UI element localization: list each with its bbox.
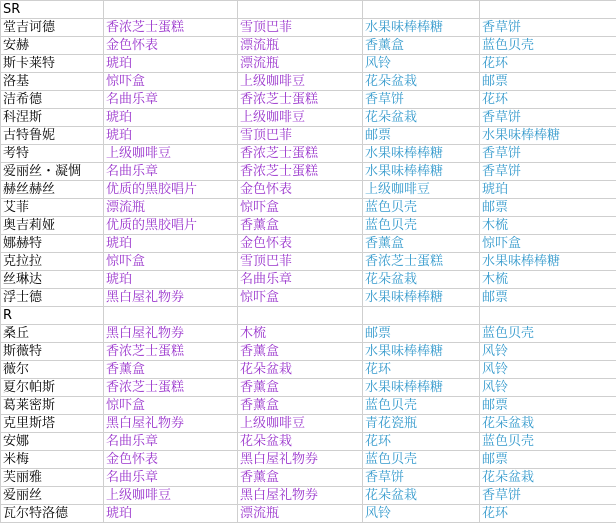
gift-cell[interactable]: 木梳 [238, 325, 363, 343]
gift-cell[interactable]: 水果味棒棒糖 [363, 163, 480, 181]
gift-cell[interactable]: 蓝色贝壳 [480, 433, 616, 451]
section-header-row [1, 1, 616, 19]
gift-cell[interactable]: 漂流瓶 [238, 505, 363, 523]
sheet-body [1, 1, 616, 523]
character-name-cell[interactable]: 艾菲 [1, 199, 104, 217]
gift-cell[interactable]: 邮票 [480, 451, 616, 469]
section-header-row [1, 307, 616, 325]
gift-cell[interactable]: 上级咖啡豆 [104, 145, 238, 163]
gift-cell[interactable]: 花朵盆栽 [238, 433, 363, 451]
gift-cell[interactable] [238, 307, 363, 325]
gift-cell[interactable]: 名曲乐章 [104, 433, 238, 451]
gift-cell[interactable] [363, 1, 480, 19]
gift-cell[interactable]: 琥珀 [104, 505, 238, 523]
gift-cell[interactable]: 惊吓盒 [480, 235, 616, 253]
character-name-cell[interactable]: 桑丘 [1, 325, 104, 343]
character-name-cell[interactable]: 克拉拉 [1, 253, 104, 271]
table-row [1, 235, 616, 253]
gift-cell[interactable]: 风铃 [480, 361, 616, 379]
gift-cell[interactable]: 琥珀 [104, 235, 238, 253]
table-row [1, 433, 616, 451]
gift-cell[interactable]: 花环 [480, 91, 616, 109]
gift-cell[interactable]: 香浓芝士蛋糕 [104, 19, 238, 37]
gift-cell[interactable]: 蓝色贝壳 [480, 37, 616, 55]
table-row [1, 181, 616, 199]
table-row [1, 325, 616, 343]
gift-cell[interactable]: 上级咖啡豆 [238, 73, 363, 91]
gift-cell[interactable]: 蓝色贝壳 [480, 325, 616, 343]
table-row [1, 73, 616, 91]
gift-cell[interactable]: 上级咖啡豆 [238, 109, 363, 127]
gift-cell[interactable]: 金色怀表 [238, 235, 363, 253]
character-name-cell[interactable]: 葛莱密斯 [1, 397, 104, 415]
gift-cell[interactable]: 漂流瓶 [104, 199, 238, 217]
gift-cell[interactable]: 金色怀表 [104, 37, 238, 55]
gift-cell[interactable]: 名曲乐章 [104, 91, 238, 109]
gift-cell[interactable]: 香薰盒 [238, 379, 363, 397]
gift-cell[interactable]: 黑白屋礼物券 [238, 487, 363, 505]
gift-cell[interactable] [363, 307, 480, 325]
gift-cell[interactable]: 香浓芝士蛋糕 [238, 163, 363, 181]
table-row [1, 469, 616, 487]
table-row [1, 379, 616, 397]
gift-cell[interactable]: 香草饼 [363, 91, 480, 109]
gift-cell[interactable]: 花朵盆栽 [238, 361, 363, 379]
gift-cell[interactable]: 花朵盆栽 [363, 109, 480, 127]
gift-cell[interactable]: 邮票 [363, 127, 480, 145]
gift-cell[interactable]: 水果味棒棒糖 [363, 145, 480, 163]
gift-cell[interactable]: 雪顶巴菲 [238, 253, 363, 271]
gift-cell[interactable]: 花朵盆栽 [363, 271, 480, 289]
gift-cell[interactable]: 水果味棒棒糖 [480, 127, 616, 145]
gift-cell[interactable]: 惊吓盒 [238, 289, 363, 307]
gift-cell[interactable]: 惊吓盒 [104, 253, 238, 271]
table-row [1, 145, 616, 163]
gift-cell[interactable]: 琥珀 [104, 271, 238, 289]
table-row [1, 253, 616, 271]
gift-cell[interactable]: 蓝色贝壳 [363, 451, 480, 469]
gift-cell[interactable]: 优质的黑胶唱片 [104, 181, 238, 199]
gift-cell[interactable]: 邮票 [363, 325, 480, 343]
gift-cell[interactable]: 邮票 [480, 73, 616, 91]
gift-cell[interactable]: 香草饼 [363, 469, 480, 487]
gift-cell[interactable]: 花环 [480, 55, 616, 73]
gift-cell[interactable]: 漂流瓶 [238, 55, 363, 73]
gift-cell[interactable]: 蓝色贝壳 [363, 397, 480, 415]
gift-cell[interactable]: 上级咖啡豆 [238, 415, 363, 433]
gift-cell[interactable]: 雪顶巴菲 [238, 19, 363, 37]
character-name-cell[interactable]: 奥吉莉娅 [1, 217, 104, 235]
gift-cell[interactable]: 风铃 [363, 505, 480, 523]
rarity-label[interactable]: SR [1, 1, 104, 19]
character-name-cell[interactable]: 芙丽雅 [1, 469, 104, 487]
table-row [1, 271, 616, 289]
gift-cell[interactable]: 金色怀表 [104, 451, 238, 469]
gift-cell[interactable]: 香草饼 [480, 145, 616, 163]
character-name-cell[interactable]: 古特鲁妮 [1, 127, 104, 145]
gift-cell[interactable]: 琥珀 [104, 55, 238, 73]
gift-cell[interactable] [104, 307, 238, 325]
table-row [1, 289, 616, 307]
gift-cell[interactable]: 水果味棒棒糖 [363, 379, 480, 397]
gift-cell[interactable]: 风铃 [480, 343, 616, 361]
gift-cell[interactable]: 香薰盒 [363, 37, 480, 55]
gift-cell[interactable]: 香薰盒 [238, 397, 363, 415]
gift-cell[interactable]: 优质的黑胶唱片 [104, 217, 238, 235]
table-row [1, 127, 616, 145]
character-name-cell[interactable]: 薇尔 [1, 361, 104, 379]
character-name-cell[interactable]: 瓦尔特洛德 [1, 505, 104, 523]
gift-cell[interactable]: 香浓芝士蛋糕 [238, 145, 363, 163]
table-row [1, 163, 616, 181]
table-row [1, 397, 616, 415]
table-row [1, 361, 616, 379]
gift-cell[interactable]: 花环 [363, 361, 480, 379]
gift-cell[interactable]: 惊吓盒 [104, 397, 238, 415]
gift-cell[interactable] [104, 1, 238, 19]
gift-cell[interactable]: 花环 [480, 505, 616, 523]
gift-cell[interactable]: 花朵盆栽 [363, 487, 480, 505]
gift-cell[interactable]: 琥珀 [104, 109, 238, 127]
gift-cell[interactable]: 黑白屋礼物券 [104, 325, 238, 343]
gift-cell[interactable]: 花朵盆栽 [480, 469, 616, 487]
character-name-cell[interactable]: 米梅 [1, 451, 104, 469]
table-row [1, 451, 616, 469]
table-row [1, 199, 616, 217]
gift-cell[interactable]: 邮票 [480, 289, 616, 307]
gift-cell[interactable]: 风铃 [363, 55, 480, 73]
character-name-cell[interactable]: 爱丽丝 [1, 487, 104, 505]
gift-cell[interactable]: 金色怀表 [238, 181, 363, 199]
table-row [1, 109, 616, 127]
character-name-cell[interactable]: 考特 [1, 145, 104, 163]
gift-cell[interactable]: 黑白屋礼物券 [104, 289, 238, 307]
gift-cell[interactable]: 香草饼 [480, 109, 616, 127]
gift-cell[interactable]: 邮票 [480, 199, 616, 217]
gift-cell[interactable]: 香薰盒 [104, 361, 238, 379]
gift-cell[interactable]: 青花瓷瓶 [363, 415, 480, 433]
gift-cell[interactable]: 名曲乐章 [104, 469, 238, 487]
table-row [1, 55, 616, 73]
gift-cell[interactable]: 水果味棒棒糖 [363, 289, 480, 307]
character-name-cell[interactable]: 娜赫特 [1, 235, 104, 253]
gift-cell[interactable]: 上级咖啡豆 [104, 487, 238, 505]
character-name-cell[interactable]: 丝琳达 [1, 271, 104, 289]
gift-cell[interactable]: 名曲乐章 [238, 271, 363, 289]
gift-cell[interactable]: 香浓芝士蛋糕 [104, 379, 238, 397]
gift-cell[interactable]: 香草饼 [480, 19, 616, 37]
table-row [1, 343, 616, 361]
character-name-cell[interactable]: 安赫 [1, 37, 104, 55]
table-row [1, 37, 616, 55]
character-name-cell[interactable]: 爱丽丝・凝惆 [1, 163, 104, 181]
gift-cell[interactable]: 水果味棒棒糖 [363, 343, 480, 361]
gift-cell[interactable] [238, 1, 363, 19]
gift-cell[interactable]: 漂流瓶 [238, 37, 363, 55]
table-row [1, 19, 616, 37]
gift-cell[interactable] [480, 307, 616, 325]
table-row [1, 217, 616, 235]
character-name-cell[interactable]: 斯薇特 [1, 343, 104, 361]
gift-cell[interactable]: 花环 [363, 433, 480, 451]
gift-cell[interactable]: 黑白屋礼物券 [238, 451, 363, 469]
gift-cell[interactable] [480, 1, 616, 19]
gift-cell[interactable]: 香薰盒 [238, 343, 363, 361]
character-name-cell[interactable]: 科涅斯 [1, 109, 104, 127]
character-name-cell[interactable]: 洁希德 [1, 91, 104, 109]
gift-cell[interactable]: 香薰盒 [238, 217, 363, 235]
gift-cell[interactable]: 雪顶巴菲 [238, 127, 363, 145]
gift-cell[interactable]: 惊吓盒 [238, 199, 363, 217]
gift-cell[interactable]: 琥珀 [480, 181, 616, 199]
character-name-cell[interactable]: 洛基 [1, 73, 104, 91]
character-name-cell[interactable]: 克里斯塔 [1, 415, 104, 433]
table-row [1, 505, 616, 523]
gift-cell[interactable]: 香草饼 [480, 487, 616, 505]
gift-cell[interactable]: 琥珀 [104, 127, 238, 145]
character-name-cell[interactable]: 安娜 [1, 433, 104, 451]
gift-cell[interactable]: 邮票 [480, 397, 616, 415]
character-name-cell[interactable]: 浮士德 [1, 289, 104, 307]
gift-cell[interactable]: 花朵盆栽 [363, 73, 480, 91]
gift-cell[interactable]: 香浓芝士蛋糕 [363, 253, 480, 271]
rarity-label[interactable]: R [1, 307, 104, 325]
character-name-cell[interactable]: 堂吉诃德 [1, 19, 104, 37]
gift-cell[interactable]: 香浓芝士蛋糕 [238, 91, 363, 109]
gift-cell[interactable]: 香浓芝士蛋糕 [104, 343, 238, 361]
character-name-cell[interactable]: 赫丝赫丝 [1, 181, 104, 199]
gift-cell[interactable]: 上级咖啡豆 [363, 181, 480, 199]
gift-cell[interactable]: 香草饼 [480, 163, 616, 181]
gift-cell[interactable]: 蓝色贝壳 [363, 217, 480, 235]
gift-cell[interactable]: 花朵盆栽 [480, 415, 616, 433]
gift-cell[interactable]: 水果味棒棒糖 [480, 253, 616, 271]
table-row [1, 415, 616, 433]
gift-cell[interactable]: 木梳 [480, 217, 616, 235]
table-row [1, 91, 616, 109]
table-row [1, 487, 616, 505]
gift-cell[interactable]: 惊吓盒 [104, 73, 238, 91]
gift-cell[interactable]: 名曲乐章 [104, 163, 238, 181]
gift-cell[interactable]: 黑白屋礼物券 [104, 415, 238, 433]
gift-cell[interactable]: 蓝色贝壳 [363, 199, 480, 217]
gift-cell[interactable]: 木梳 [480, 271, 616, 289]
gift-cell[interactable]: 风铃 [480, 379, 616, 397]
character-name-cell[interactable]: 夏尔帕斯 [1, 379, 104, 397]
character-name-cell[interactable]: 斯卡莱特 [1, 55, 104, 73]
gift-cell[interactable]: 香薰盒 [363, 235, 480, 253]
gift-cell[interactable]: 香薰盒 [238, 469, 363, 487]
gift-cell[interactable]: 水果味棒棒糖 [363, 19, 480, 37]
